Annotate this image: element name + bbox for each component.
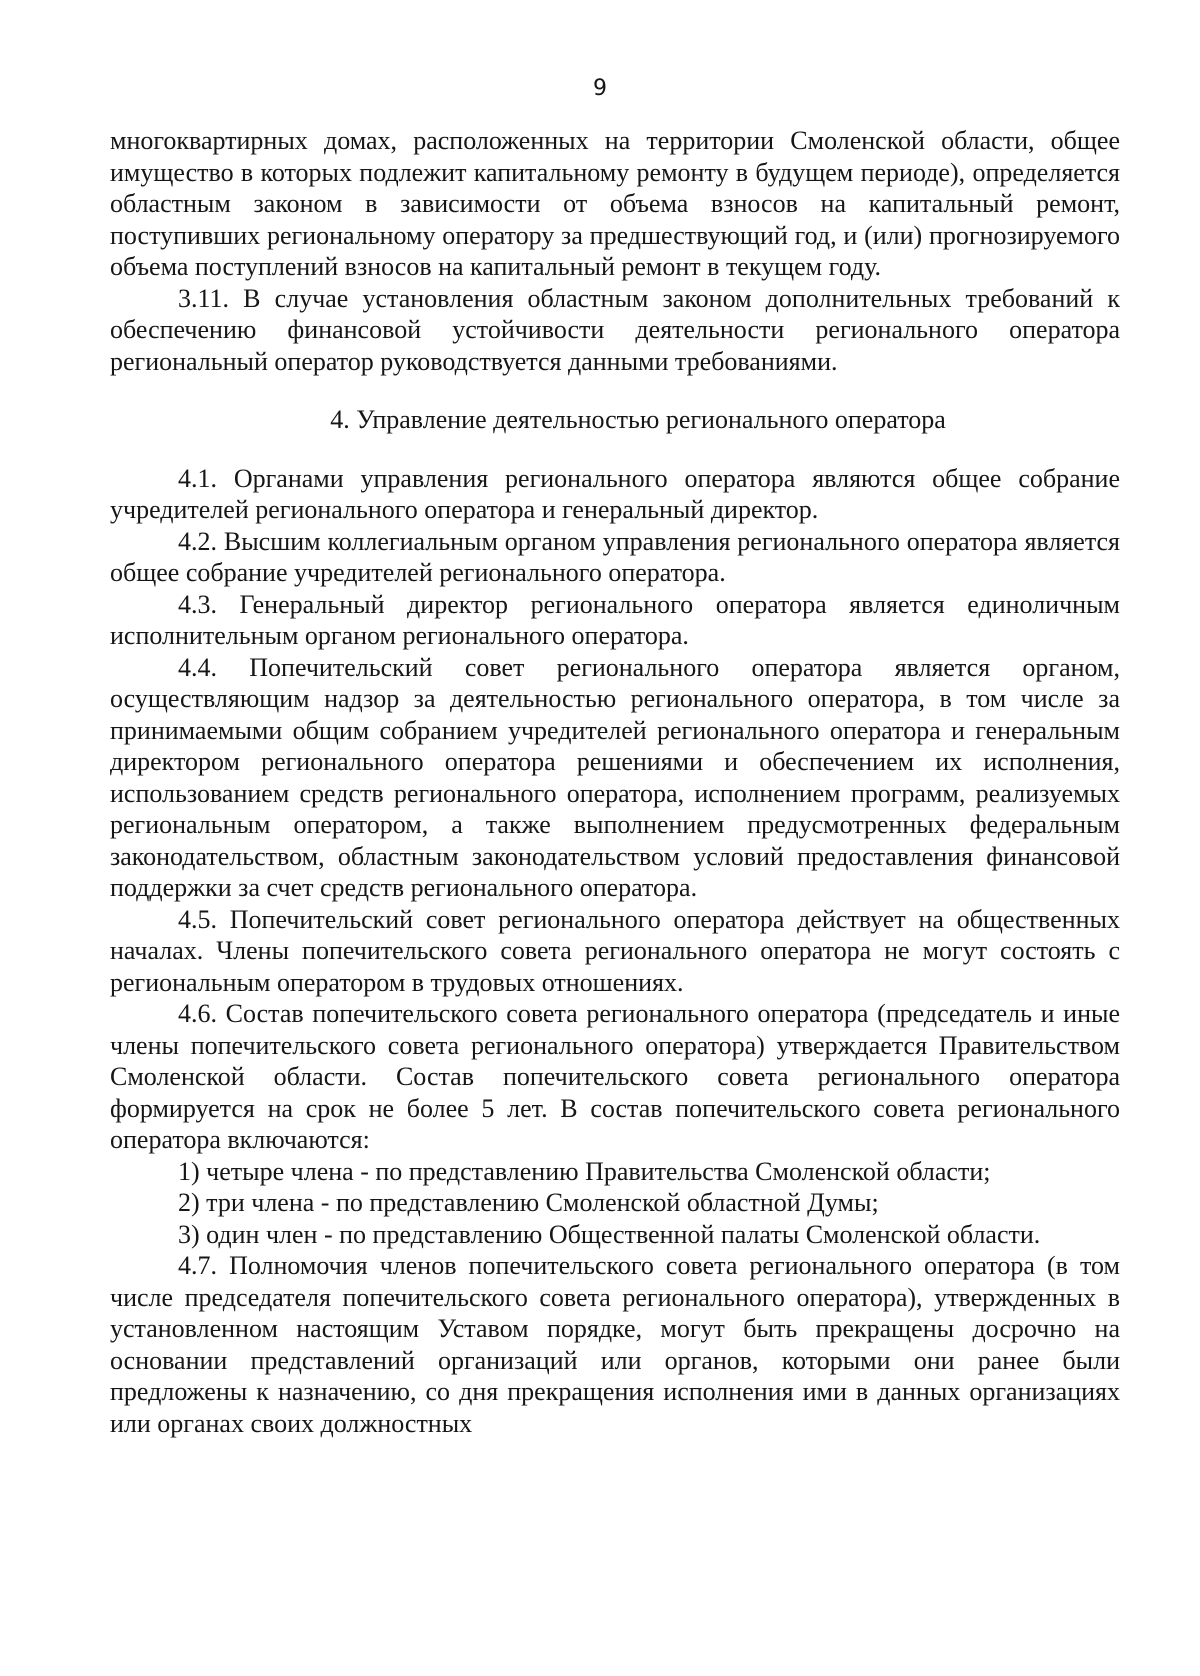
- paragraph-3-11: 3.11. В случае установления областным законом дополнительных требований к обеспечению финансовой устойчивости деятельности регионального оператора региональный оператор руководствуется данными требованиями.: [110, 283, 1120, 376]
- paragraph-4-5: 4.5. Попечительский совет регионального оператора действует на общественных началах. Члены попечительского совета регионального оператора не могут состоять с региональным оператором в трудовых отношениях.: [110, 904, 1120, 997]
- list-item: 2) три члена - по представлению Смоленской областной Думы;: [178, 1188, 879, 1217]
- paragraph-4-3: 4.3. Генеральный директор регионального оператора является единоличным исполнительным органом регионального оператора.: [110, 589, 1120, 650]
- paragraph-4-7: 4.7. Полномочия членов попечительского совета регионального оператора (в том числе председателя попечительского совета регионального оператора), утвержденных в установленном настоящим Уставом порядке, могут быть прекращены досрочно на основании представлений организаций или органов, которыми они ранее были предложены к назначению, со дня прекращения исполнения ими в данных организациях или органах своих должностных: [110, 1251, 1120, 1438]
- paragraph-4-1: 4.1. Органами управления регионального оператора являются общее собрание учредителей регионального оператора и генеральный директор.: [110, 463, 1120, 524]
- document-body: [110, 125, 1120, 1439]
- paragraph-4-6: 4.6. Состав попечительского совета регионального оператора (председатель и иные члены попечительского совета регионального оператора) утверждается Правительством Смоленской области. Состав попечительского совета регионального оператора формируется на срок не более 5 лет. В состав попечительского совета регионального оператора включаются:: [110, 999, 1120, 1154]
- paragraph-4-2: 4.2. Высшим коллегиальным органом управления регионального оператора является общее собрание учредителей регионального оператора.: [110, 526, 1120, 587]
- paragraph-4-4: 4.4. Попечительский совет регионального оператора является органом, осуществляющим надзор за деятельностью регионального оператора, в том числе за принимаемыми общим собранием учредителей регионального оператора и генеральным директором регионального оператора решениями и обеспечением их исполнения, использованием средств регионального оператора, исполнением программ, реализуемых региональным оператором, а также выполнением предусмотренных федеральным законодательством, областным законодательством условий предоставления финансовой поддержки за счет средств регионального оператора.: [110, 652, 1120, 902]
- page-number: 9: [593, 76, 607, 101]
- paragraph-continuation: многоквартирных домах, расположенных на территории Смоленской области, общее имущество в которых подлежит капитальному ремонту в будущем периоде), определяется областным законом в зависимости от объема взносов на капитальный ремонт, поступивших региональному оператору за предшествующий год, и (или) прогнозируемого объема поступлений взносов на капитальный ремонт в текущем году.: [110, 126, 1120, 281]
- section-heading: 4. Управление деятельностью регионального оператора: [330, 405, 946, 434]
- list-item: 1) четыре члена - по представлению Правительства Смоленской области;: [178, 1156, 991, 1186]
- list-item: 3) один член - по представлению Общественной палаты Смоленской области.: [178, 1219, 1041, 1249]
